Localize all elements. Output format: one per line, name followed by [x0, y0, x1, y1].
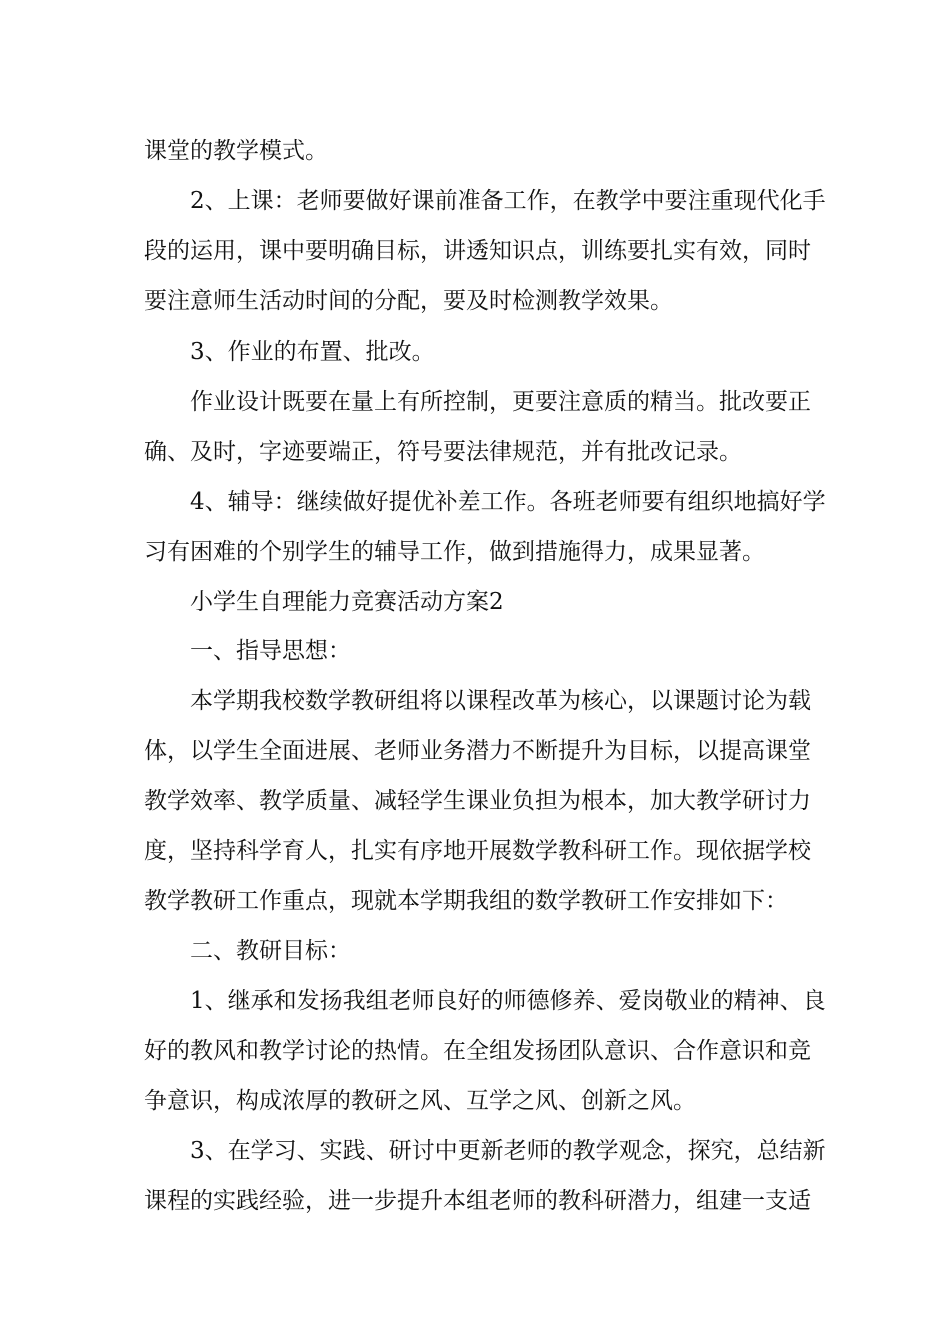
- text-line: 4、辅导：继续做好提优补差工作。各班老师要有组织地搞好学: [190, 489, 826, 515]
- text-line: 3、在学习、实践、研讨中更新老师的教学观念，探究，总结新: [190, 1138, 826, 1164]
- text-line: 确、及时，字迹要端正，符号要法律规范，并有批改记录。: [144, 439, 742, 465]
- text-line: 习有困难的个别学生的辅导工作，做到措施得力，成果显著。: [144, 539, 765, 565]
- text-line: 课堂的教学模式。: [144, 138, 328, 164]
- text-line: 教学效率、教学质量、减轻学生课业负担为根本，加大教学研讨力: [144, 788, 811, 814]
- text-line: 作业设计既要在量上有所控制，更要注意质的精当。批改要正: [190, 389, 811, 415]
- text-line: 段的运用，课中要明确目标，讲透知识点，训练要扎实有效，同时: [144, 238, 811, 264]
- text-line: 本学期我校数学教研组将以课程改革为核心，以课题讨论为载: [190, 688, 811, 714]
- text-line: 2、上课：老师要做好课前准备工作，在教学中要注重现代化手: [190, 188, 826, 214]
- text-line: 3、作业的布置、批改。: [190, 339, 435, 365]
- text-line: 1、继承和发扬我组老师良好的师德修养、爱岗敬业的精神、良: [190, 988, 826, 1014]
- text-line: 度，坚持科学育人，扎实有序地开展数学教科研工作。现依据学校: [144, 838, 811, 864]
- text-line: 教学教研工作重点，现就本学期我组的数学教研工作安排如下：: [144, 888, 788, 914]
- text-line: 争意识，构成浓厚的教研之风、互学之风、创新之风。: [144, 1088, 696, 1114]
- text-line: 要注意师生活动时间的分配，要及时检测教学效果。: [144, 288, 673, 314]
- section-heading: 二、教研目标：: [190, 938, 351, 964]
- text-line: 好的教风和教学讨论的热情。在全组发扬团队意识、合作意识和竞: [144, 1038, 811, 1064]
- text-line: 课程的实践经验，进一步提升本组老师的教科研潜力，组建一支适: [144, 1188, 811, 1214]
- section-heading: 一、指导思想：: [190, 638, 351, 664]
- text-line: 体，以学生全面进展、老师业务潜力不断提升为目标，以提高课堂: [144, 738, 811, 764]
- section-title: 小学生自理能力竞赛活动方案2: [190, 589, 504, 615]
